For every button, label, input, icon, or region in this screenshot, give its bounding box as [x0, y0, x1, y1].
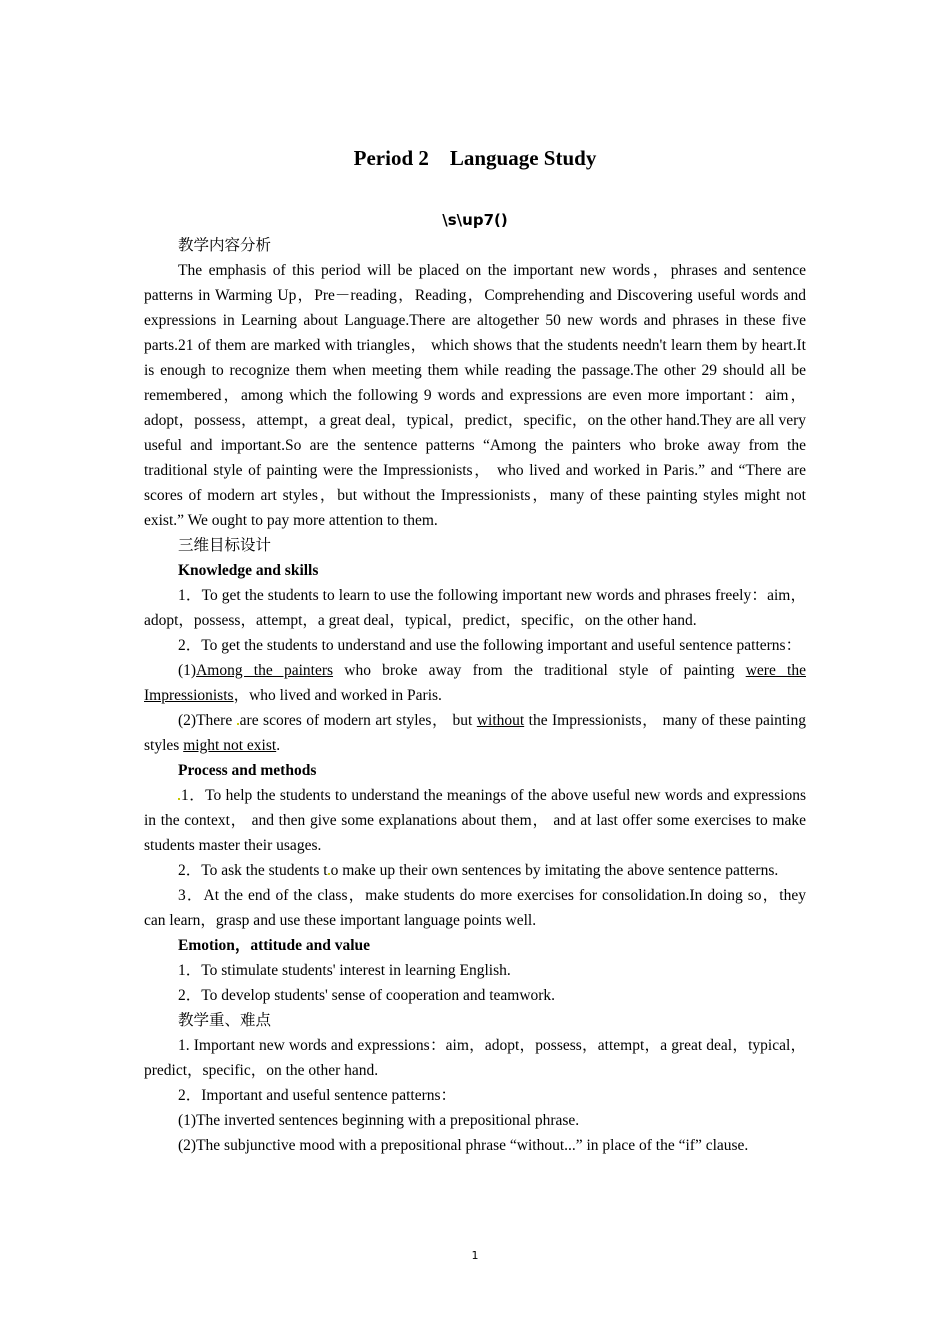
underlined-phrase: were the Impressionists [144, 662, 806, 704]
key-point-2-1: (1)The inverted sentences beginning with a prepositional phrase. [178, 1112, 580, 1129]
page-number: 1 [471, 1249, 479, 1262]
pattern-text: . [276, 737, 281, 754]
process-item-2-text-a: 2．To ask the students t [178, 862, 328, 879]
emotion-item-1: 1．To stimulate students' interest in learning English. [178, 962, 511, 979]
knowledge-item-2: 2．To get the students to understand and use the following important and useful sentence patterns： [178, 637, 802, 654]
edit-mark [178, 798, 180, 800]
subheading-emotion: Emotion，attitude and value [178, 937, 371, 954]
page-title: Period 2 Language Study [353, 146, 597, 170]
subheading-knowledge: Knowledge and skills [178, 562, 319, 579]
process-item-1-text: 1．To help the students to understand the meanings of the above useful new words and expressions in the context， and then give some explanations about them， and at last offer some exercises to make students master their usages. [144, 787, 806, 854]
knowledge-item-1: 1．To get the students to learn to use the following important new words and phrases freely：aim，adopt，possess，attempt，a great deal，typical，predict，specific，on the other hand. [144, 587, 806, 629]
sentence-pattern-2 [144, 708, 806, 758]
document-body [144, 233, 806, 1158]
key-point-2: 2．Important and useful sentence patterns： [178, 1087, 457, 1104]
process-item-3: 3．At the end of the class，make students do more exercises for consolidation.In doing so，they can learn，grasp and use these important language points well. [144, 887, 806, 929]
underlined-phrase: might not exist [183, 737, 277, 754]
underlined-phrase: without [476, 712, 525, 729]
subheading-process: Process and methods [178, 762, 317, 779]
key-point-2-2: (2)The subjunctive mood with a prepositional phrase “without...” in place of the “if” clause. [178, 1137, 749, 1154]
sentence-pattern-1 [144, 658, 806, 708]
underlined-phrase: Among the painters [196, 662, 334, 679]
pattern-text: who broke away from the traditional style of painting [333, 662, 746, 679]
process-item-1 [144, 783, 806, 858]
pattern-text: are scores of modern art styles， but [239, 712, 477, 729]
section-heading-objectives: 三维目标设计 [178, 537, 272, 554]
field-code: \s\up7() [442, 211, 508, 229]
edit-mark [328, 873, 330, 875]
section-heading-content-analysis: 教学内容分析 [178, 237, 272, 254]
pattern-text: (2)There [178, 712, 237, 729]
process-item-2-text-b: o make up their own sentences by imitating the above sentence patterns. [330, 862, 779, 879]
content-analysis-paragraph: The emphasis of this period will be placed on the important new words，phrases and sentence patterns in Warming Up，Pre－reading，Reading，Comprehending and Discovering useful words and expressions in Learning about Language.There are altogether 50 new words and phrases in these five parts.21 of them are marked with triangles， which shows that the students needn't learn them by heart.It is enough to recognize them when meeting them while reading the passage.The other 29 should all be remembered，among which the following 9 words and expressions are even more important：aim，adopt，possess，attempt，a great deal，typical，predict，specific，on the other hand.They are all very useful and important.So are the sentence patterns “Among the painters who broke away from the traditional style of painting were the Impressionists， who lived and worked in Paris.” and “There are scores of modern art styles，but without the Impressionists，many of these painting styles might not exist.” We ought to pay more attention to them. [144, 262, 806, 529]
edit-mark [237, 723, 239, 725]
section-heading-key-points: 教学重、难点 [178, 1012, 272, 1029]
emotion-item-2: 2．To develop students' sense of cooperation and teamwork. [178, 987, 556, 1004]
pattern-text: ，who lived and worked in Paris. [233, 687, 442, 704]
process-item-2 [144, 858, 806, 883]
pattern-text: the Impressionists， many of these painting styles [144, 712, 806, 754]
key-point-1: 1. Important new words and expressions：aim，adopt，possess，attempt，a great deal，typical，predict，specific，on the other hand. [144, 1037, 806, 1079]
pattern-prefix: (1) [178, 662, 197, 679]
